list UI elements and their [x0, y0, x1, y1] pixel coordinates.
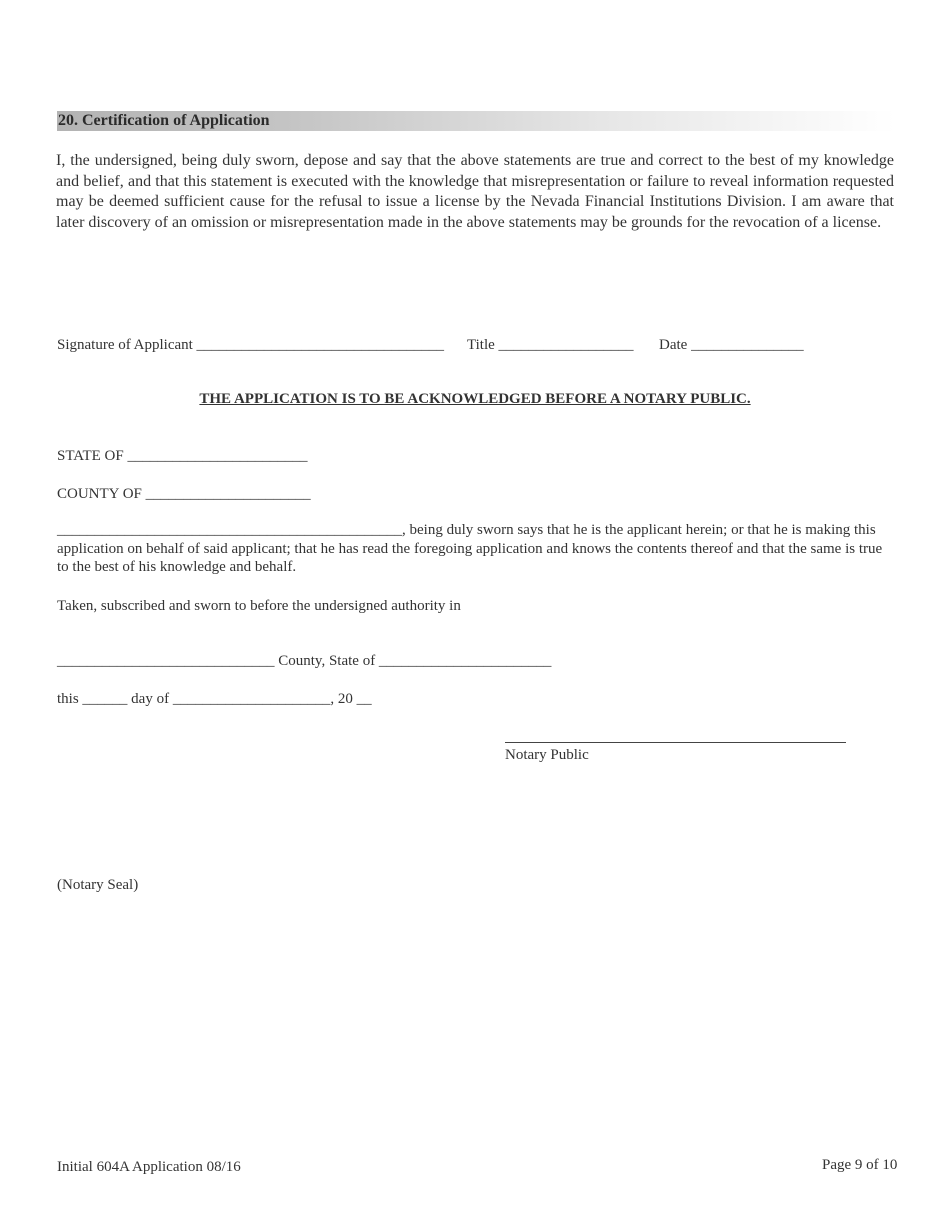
- date-field[interactable]: Date _______________: [659, 337, 804, 353]
- section-header-bar: [57, 111, 895, 131]
- footer-form-id: Initial 604A Application 08/16: [57, 1159, 241, 1175]
- title-field[interactable]: Title __________________: [467, 337, 634, 353]
- date-day-line[interactable]: this ______ day of _____________________, 20 __: [57, 691, 372, 707]
- sworn-statement-paragraph: ______________________________________________, being duly sworn says that he is the applicant herein; or that he is making this application on behalf of said applicant; that he has read the foregoing application and knows the contents thereof and that the same is true to the best of his knowledge and behalf.: [57, 522, 883, 575]
- notary-seal-label: (Notary Seal): [57, 877, 139, 893]
- taken-subscribed-text: Taken, subscribed and sworn to before the undersigned authority in: [57, 598, 461, 614]
- notary-notice: THE APPLICATION IS TO BE ACKNOWLEDGED BEFORE A NOTARY PUBLIC.: [199, 391, 751, 407]
- footer-page-number: Page 9 of 10: [822, 1157, 898, 1173]
- section-heading: 20. Certification of Application: [58, 112, 270, 129]
- state-of-field[interactable]: STATE OF ________________________: [57, 448, 308, 464]
- signature-of-applicant-field[interactable]: Signature of Applicant _________________________________: [57, 337, 445, 353]
- notary-public-label: Notary Public: [505, 747, 589, 763]
- notary-signature-line[interactable]: [505, 742, 846, 743]
- certification-paragraph: I, the undersigned, being duly sworn, depose and say that the above statements are true and correct to the best of my knowledge and belief, and that this statement is executed with the knowledge that misrepresentation or failure to reveal information requested may be deemed sufficient cause for the refusal to issue a license by the Nevada Financial Institutions Division. I am aware that later discovery of an omission or misrepresentation made in the above statements may be grounds for the revocation of a license.: [56, 152, 894, 231]
- county-state-line[interactable]: _____________________________ County, State of _______________________: [57, 653, 552, 669]
- county-of-field[interactable]: COUNTY OF ______________________: [57, 486, 311, 502]
